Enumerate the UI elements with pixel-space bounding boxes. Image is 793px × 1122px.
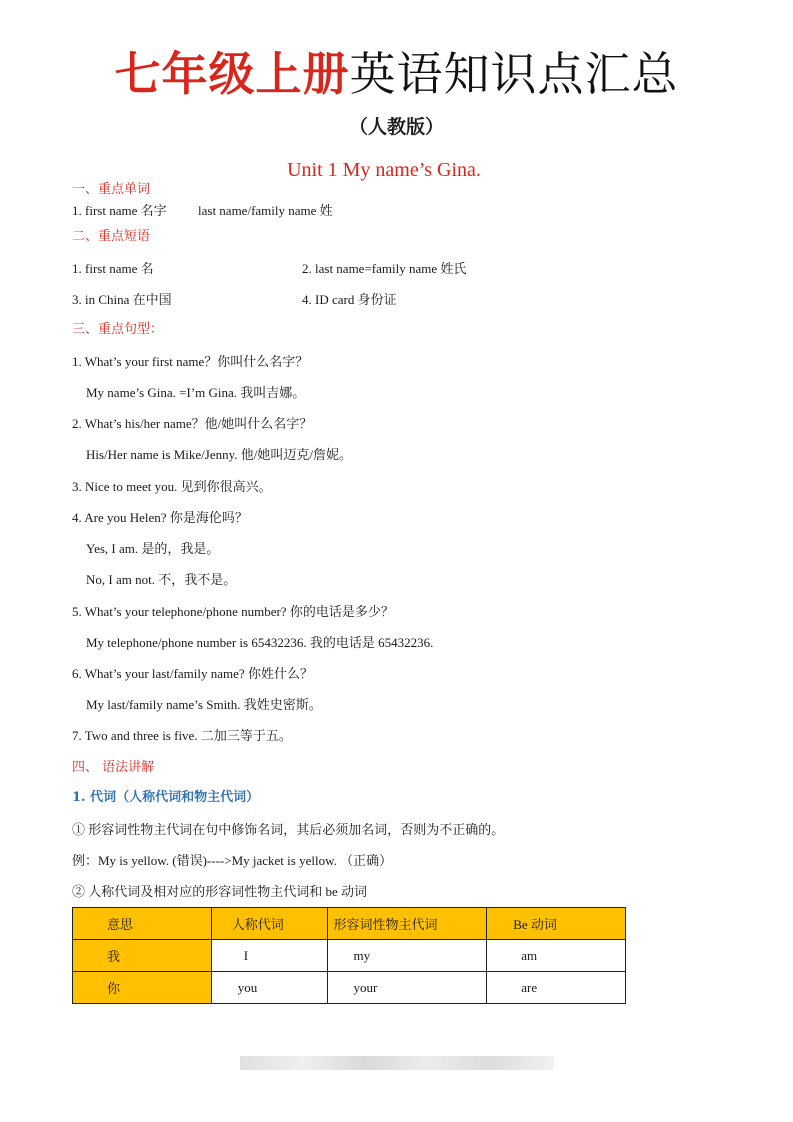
grammar-example: 例：My is yellow. (错误)---->My jacket is yellow. （正确） xyxy=(72,853,393,868)
sentence-line: 6. What’s your last/family name? 你姓什么？ xyxy=(72,666,313,681)
table-cell: I xyxy=(211,940,327,972)
table-cell: 你 xyxy=(73,972,212,1004)
sentence-line: 7. Two and three is five. 二加三等于五。 xyxy=(72,728,292,743)
table-cell: are xyxy=(487,972,626,1004)
sentence-line: My name’s Gina. =I’m Gina. 我叫吉娜。 xyxy=(86,385,306,400)
unit-heading: Unit 1 My name’s Gina. xyxy=(287,159,481,181)
title-red: 七年级上册 xyxy=(114,47,350,101)
phrase-row-2 xyxy=(72,291,397,309)
phrase-row-1 xyxy=(72,260,467,278)
sentence-line: 1. What’s your first name？你叫什么名字？ xyxy=(72,354,309,369)
table-header: Be 动词 xyxy=(487,908,626,940)
section-key-words: 一、重点单词 xyxy=(72,182,151,197)
table-header: 意思 xyxy=(73,908,212,940)
table-cell: my xyxy=(327,940,487,972)
table-row xyxy=(73,972,626,1004)
sentence-line: No, I am not. 不，我不是。 xyxy=(86,572,237,587)
grammar-rule-2: ② 人称代词及相对应的形容词性物主代词和 be 动词 xyxy=(72,884,368,899)
page-title xyxy=(0,44,793,104)
table-header-row xyxy=(73,908,626,940)
sentence-line: My last/family name’s Smith. 我姓史密斯。 xyxy=(86,697,322,712)
table-header: 人称代词 xyxy=(211,908,327,940)
section-key-phrases: 二、重点短语 xyxy=(72,229,151,244)
word-first-name: 1. first name 名字 xyxy=(72,203,167,218)
phrase-1: 1. first name 名 xyxy=(72,261,154,276)
sentence-line: Yes, I am. 是的，我是。 xyxy=(86,541,220,556)
section-grammar: 四、 语法讲解 xyxy=(72,760,155,775)
section-key-sentences: 三、重点句型： xyxy=(72,322,164,337)
table-row xyxy=(73,940,626,972)
table-cell: you xyxy=(211,972,327,1004)
pronoun-table xyxy=(72,907,626,1004)
grammar-rule-1: ① 形容词性物主代词在句中修饰名词，其后必须加名词，否则为不正确的。 xyxy=(72,822,505,837)
sentence-line: 5. What’s your telephone/phone number? 你的电话是多少？ xyxy=(72,604,394,619)
phrase-4: 4. ID card 身份证 xyxy=(302,292,397,307)
phrase-3: 3. in China 在中国 xyxy=(72,292,172,307)
sentence-line: His/Her name is Mike/Jenny. 他/她叫迈克/詹妮。 xyxy=(86,447,352,462)
edition-subtitle: （人教版） xyxy=(348,116,444,138)
words-line xyxy=(72,202,333,220)
sentence-line: 4. Are you Helen? 你是海伦吗？ xyxy=(72,510,248,525)
phrase-2: 2. last name=family name 姓氏 xyxy=(302,261,467,276)
word-last-name: last name/family name 姓 xyxy=(198,203,333,218)
sentence-line: 2. What’s his/her name？他/她叫什么名字？ xyxy=(72,416,313,431)
sentence-line: 3. Nice to meet you. 见到你很高兴。 xyxy=(72,479,272,494)
table-cell: 我 xyxy=(73,940,212,972)
sentence-line: My telephone/phone number is 65432236. 我的电话是 65432236. xyxy=(86,635,434,650)
table-cell: am xyxy=(487,940,626,972)
grammar-subheading: 1. 代词（人称代词和物主代词） xyxy=(72,790,260,805)
title-black: 英语知识点汇总 xyxy=(349,47,679,101)
table-cell: your xyxy=(327,972,487,1004)
blurred-watermark xyxy=(240,1056,554,1070)
table-header: 形容词性物主代词 xyxy=(327,908,487,940)
